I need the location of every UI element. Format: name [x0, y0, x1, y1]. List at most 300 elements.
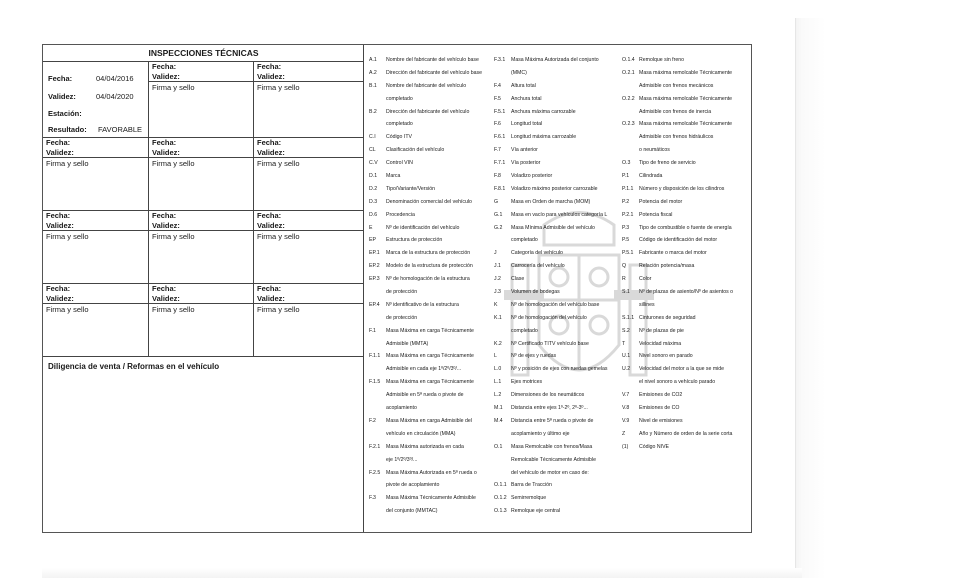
code-key: C.I — [369, 134, 376, 141]
validez-label: Validez: — [152, 147, 180, 157]
code-key: P.1.1 — [622, 185, 634, 192]
code-text: Nº de homologación del vehículo — [511, 314, 587, 321]
code-key: L.1 — [494, 379, 502, 386]
code-key: D.2 — [369, 185, 378, 192]
code-item — [369, 247, 494, 260]
code-item — [369, 273, 494, 286]
code-item — [494, 209, 619, 222]
page-bottom-edge — [42, 568, 802, 578]
code-item — [494, 67, 619, 80]
code-item — [369, 118, 494, 131]
code-item — [622, 234, 749, 247]
code-text: Nº de homologación del vehículo base — [511, 301, 600, 308]
code-key: P.5 — [622, 237, 630, 244]
fecha-label: Fecha: — [152, 284, 177, 293]
code-item — [622, 247, 749, 260]
code-key: O.2.3 — [622, 121, 635, 128]
code-item — [369, 376, 494, 389]
code-text: Nº de plazas de asiento/Nº de asientos o — [639, 289, 734, 296]
inspection-row-2 — [43, 137, 364, 210]
code-item — [369, 80, 494, 93]
code-item — [369, 325, 494, 338]
code-key: A.2 — [369, 69, 377, 76]
code-key: C.V — [369, 160, 378, 167]
validez-label: Validez: — [152, 220, 180, 230]
inspection-row-3 — [43, 210, 364, 283]
code-key — [369, 389, 386, 402]
code-item — [494, 299, 619, 312]
code-key: K.1 — [494, 314, 502, 321]
validez-value: 04/04/2020 — [96, 92, 134, 101]
code-key: A.1 — [369, 57, 377, 63]
codes-column-2 — [494, 54, 619, 518]
code-item — [622, 389, 749, 402]
code-text: Masa en Orden de marcha (MOM) — [511, 198, 591, 205]
code-key — [369, 286, 386, 299]
code-item — [622, 196, 749, 209]
code-text: acoplamiento y último eje — [511, 430, 570, 437]
code-item — [369, 54, 494, 67]
code-text: Semirremolque — [511, 495, 547, 502]
validez-row — [48, 92, 134, 101]
estacion-label: Estación: — [48, 109, 82, 118]
firma-sello: Firma y sello — [152, 83, 195, 92]
code-item — [622, 209, 749, 222]
code-item — [494, 376, 619, 389]
code-text: Masa Mínima Admisible del vehículo — [511, 224, 595, 231]
code-text: Clasificación del vehículo — [386, 147, 445, 154]
code-item — [369, 389, 494, 402]
inspection-slot-3 — [254, 62, 364, 137]
firma-sello: Firma y sello — [46, 232, 89, 241]
code-text: completado — [511, 327, 538, 334]
fecha-label: Fecha: — [46, 211, 71, 220]
code-text: Masa Máxima en carga Técnicamente — [386, 379, 474, 386]
code-key: O.1.4 — [622, 57, 635, 63]
code-item — [494, 467, 619, 480]
code-text: Nombre del fabricante del vehículo — [386, 82, 467, 89]
code-text: del vehículo de motor en caso de: — [511, 469, 589, 476]
code-key: Z — [622, 430, 626, 437]
code-text: Dirección del fabricante del vehículo — [386, 108, 470, 115]
code-text: Potencia del motor — [639, 198, 683, 205]
code-text: Nº de identificación del vehículo — [386, 224, 460, 231]
code-key: F.3 — [369, 495, 376, 502]
code-key — [369, 479, 386, 492]
code-item — [369, 196, 494, 209]
code-item — [494, 80, 619, 93]
firma-sello: Firma y sello — [152, 159, 195, 168]
code-key — [622, 144, 639, 157]
code-item — [622, 80, 749, 93]
code-key — [369, 118, 386, 131]
code-key — [369, 93, 386, 106]
code-item — [369, 441, 494, 454]
code-item — [369, 106, 494, 119]
code-text: Categoría del vehículo — [511, 250, 563, 257]
code-key: EP.2 — [369, 263, 380, 270]
firma-sello: Firma y sello — [257, 159, 300, 168]
code-key: S.2 — [622, 327, 630, 334]
code-text: Velocidad del motor a la que se mide — [639, 366, 725, 373]
code-item — [369, 144, 494, 157]
code-item — [494, 273, 619, 286]
code-text: Tipo de freno de servicio — [639, 160, 696, 167]
code-text: Ejes motrices — [511, 379, 543, 386]
code-text: Procedencia — [386, 211, 415, 218]
inspections-panel — [43, 45, 364, 532]
code-item — [494, 428, 619, 441]
code-item — [369, 67, 494, 80]
code-text: Denominación comercial del vehículo — [386, 198, 472, 205]
code-item — [622, 170, 749, 183]
code-text: (MMC) — [511, 69, 527, 76]
code-text: Masa Remolcable con frenos/Masa — [511, 443, 593, 450]
code-key: K.2 — [494, 340, 502, 347]
code-text: Modelo de la estructura de protección — [386, 263, 473, 270]
code-item — [369, 505, 494, 518]
code-text: completado — [386, 121, 413, 128]
firma-sello: Firma y sello — [152, 305, 195, 314]
code-key: J.3 — [494, 289, 501, 296]
code-key — [494, 67, 511, 80]
current-inspection-info — [43, 62, 149, 137]
code-text: Masa máxima remolcable Técnicamente — [639, 95, 733, 102]
code-text: completado — [511, 237, 538, 244]
validez-label: Validez: — [152, 71, 180, 81]
code-item — [494, 170, 619, 183]
code-text: Voladizo posterior — [511, 173, 553, 180]
code-key: P.5.1 — [622, 250, 634, 257]
code-key: F.1.1 — [369, 353, 381, 360]
diligencia-heading: Diligencia de venta / Reformas en el vehículo — [43, 356, 364, 532]
code-item — [494, 286, 619, 299]
code-key — [494, 428, 511, 441]
code-key: EP.4 — [369, 301, 380, 308]
firma-sello: Firma y sello — [257, 83, 300, 92]
validez-label: Validez: — [46, 147, 74, 157]
code-item — [494, 183, 619, 196]
code-item — [369, 209, 494, 222]
code-item — [622, 350, 749, 363]
fecha-label: Fecha: — [257, 62, 282, 71]
code-item — [494, 222, 619, 235]
code-text: Número y disposición de los cilindros — [639, 185, 725, 192]
code-item — [494, 144, 619, 157]
code-text: Cilindrada — [639, 173, 663, 180]
code-key — [622, 376, 639, 389]
code-text: Carrocería del vehículo — [511, 263, 565, 270]
code-key: E — [369, 224, 373, 231]
code-item — [622, 376, 749, 389]
estacion-row — [48, 109, 82, 118]
code-key: L — [494, 353, 497, 360]
code-text: sillines — [639, 301, 655, 308]
code-item — [369, 299, 494, 312]
firma-sello: Firma y sello — [257, 232, 300, 241]
validez-label: Validez: — [257, 71, 285, 81]
code-text: Código de identificación del motor — [639, 237, 718, 244]
code-text: Volumen de bodegas — [511, 289, 560, 296]
code-key: O.2.1 — [622, 69, 635, 76]
code-item — [494, 118, 619, 131]
code-key — [622, 80, 639, 93]
code-item — [369, 454, 494, 467]
code-key: F.2.5 — [369, 469, 381, 476]
code-key: L.0 — [494, 366, 502, 373]
code-item — [622, 157, 749, 170]
codes-legend-panel — [364, 45, 751, 532]
code-text: Dirección del fabricante del vehículo base — [386, 69, 483, 76]
code-key: V.9 — [622, 417, 630, 424]
code-key: S.1 — [622, 289, 630, 296]
code-text: Remolcable Técnicamente Admisible — [511, 456, 596, 463]
code-key — [369, 338, 386, 351]
code-item — [369, 338, 494, 351]
code-text: Cinturones de seguridad — [639, 314, 696, 321]
code-text: acoplamiento — [386, 405, 417, 412]
code-item — [369, 286, 494, 299]
code-key: P.1 — [622, 173, 630, 180]
code-item — [622, 131, 749, 144]
code-text: Masa Máxima en carga Técnicamente — [386, 353, 474, 360]
code-item — [622, 428, 749, 441]
code-item — [369, 467, 494, 480]
code-item — [494, 260, 619, 273]
code-key: F.1 — [369, 327, 376, 334]
code-item — [622, 312, 749, 325]
code-item — [369, 131, 494, 144]
code-item — [622, 363, 749, 376]
code-item — [494, 492, 619, 505]
code-item — [622, 183, 749, 196]
firma-sello: Firma y sello — [46, 159, 89, 168]
code-text: Potencia fiscal — [639, 211, 673, 218]
code-text: Año y Número de orden de la serie corta — [639, 430, 733, 437]
code-item — [622, 441, 749, 454]
fecha-label: Fecha: — [257, 284, 282, 293]
code-key: O.1.1 — [494, 482, 507, 489]
validez-label: Validez: — [257, 220, 285, 230]
code-key: P.3 — [622, 224, 630, 231]
codes-column-3 — [622, 54, 749, 454]
code-text: Nivel sonoro en parado — [639, 353, 693, 360]
code-text: eje 1º/2º/3º/... — [386, 456, 418, 463]
code-text: Clase — [511, 276, 525, 283]
code-key: U.1 — [622, 353, 631, 360]
code-key: G.2 — [494, 224, 503, 231]
code-key — [622, 131, 639, 144]
code-text: Código NIVE — [639, 443, 669, 450]
code-key: D.6 — [369, 211, 378, 218]
code-text: Velocidad máxima — [639, 340, 682, 347]
code-text: Masa máxima remolcable Técnicamente — [639, 121, 733, 128]
fecha-label: Fecha: — [257, 211, 282, 220]
code-item — [369, 402, 494, 415]
code-item — [494, 402, 619, 415]
code-key: F.5 — [494, 95, 501, 102]
validez-label: Validez: — [257, 147, 285, 157]
code-text: Longitud total — [511, 121, 543, 128]
code-key: (1) — [622, 443, 629, 450]
code-text: Admisible con frenos hidráulicos — [639, 134, 714, 141]
code-item — [494, 389, 619, 402]
code-text: Distancia entre 5ª rueda o pivote de — [511, 417, 594, 424]
code-item — [369, 234, 494, 247]
code-key: F.6 — [494, 121, 501, 128]
code-item — [622, 415, 749, 428]
code-key: K — [494, 301, 498, 308]
code-text: completado — [386, 95, 413, 102]
code-key: F.8 — [494, 173, 501, 180]
code-text: Nº Certificado TITV vehículo base — [511, 340, 589, 347]
code-text: Masa Máxima en carga Técnicamente — [386, 327, 474, 334]
code-key — [369, 505, 386, 518]
code-key: F.7.1 — [494, 160, 506, 167]
code-key: B.2 — [369, 108, 377, 115]
code-item — [494, 247, 619, 260]
inspection-card — [42, 44, 752, 533]
code-key: B.1 — [369, 82, 377, 89]
code-key — [369, 402, 386, 415]
code-item — [622, 54, 749, 67]
code-item — [494, 338, 619, 351]
code-item — [369, 492, 494, 505]
code-key: M.4 — [494, 417, 503, 424]
code-text: Masa Máxima autorizada en cada — [386, 443, 464, 450]
code-key — [369, 454, 386, 467]
code-text: Admisible en cada eje 1º/2º/3º/... — [386, 366, 462, 373]
code-text: Código ITV — [386, 134, 412, 141]
code-key — [494, 454, 511, 467]
code-text: Dimensiones de los neumáticos — [511, 392, 585, 399]
code-key: V.8 — [622, 405, 630, 412]
resultado-value: FAVORABLE — [98, 125, 143, 134]
code-key: CL — [369, 147, 376, 154]
code-key: F.5.1 — [494, 108, 506, 115]
code-key: J.1 — [494, 263, 501, 270]
code-text: de protección — [386, 289, 418, 296]
code-text: Admisible (MMTA) — [386, 340, 429, 347]
code-item — [369, 222, 494, 235]
firma-sello: Firma y sello — [152, 232, 195, 241]
code-key: F.3.1 — [494, 57, 506, 63]
code-text: Remolque sin freno — [639, 57, 684, 63]
code-text: Relación potencia/masa — [639, 263, 695, 270]
code-text: Emisiones de CO — [639, 405, 680, 412]
code-item — [494, 505, 619, 518]
code-key: O.1.2 — [494, 495, 507, 502]
code-key: J — [494, 250, 497, 257]
code-key — [622, 299, 639, 312]
code-text: Altura total — [511, 82, 536, 89]
fecha-row — [48, 74, 134, 83]
validez-label: Validez: — [152, 293, 180, 303]
code-item — [494, 157, 619, 170]
validez-label: Validez: — [46, 220, 74, 230]
code-item — [622, 286, 749, 299]
code-item — [622, 67, 749, 80]
code-item — [369, 312, 494, 325]
code-item — [494, 131, 619, 144]
code-item — [622, 106, 749, 119]
code-key: G.1 — [494, 211, 503, 218]
code-item — [494, 479, 619, 492]
code-text: Vía posterior — [511, 160, 541, 167]
code-key: O.1.3 — [494, 508, 507, 515]
code-text: Masa Máxima Autorizada del conjunto — [511, 57, 599, 63]
firma-sello: Firma y sello — [257, 305, 300, 314]
code-text: Vía anterior — [511, 147, 538, 154]
code-text: de protección — [386, 314, 418, 321]
code-text: Marca de la estructura de protección — [386, 250, 471, 257]
code-text: Emisiones de CO2 — [639, 392, 683, 399]
code-text: Masa máxima remolcable Técnicamente — [639, 69, 733, 76]
code-text: Nombre del fabricante del vehículo base — [386, 57, 479, 63]
code-text: Longitud máxima carrozable — [511, 134, 577, 141]
code-text: Control VIN — [386, 160, 413, 167]
code-text: Tipo/Variante/Versión — [386, 185, 436, 192]
code-key: R — [622, 276, 626, 283]
code-text: Marca — [386, 173, 401, 180]
code-text: Masa Máxima Técnicamente Admisible — [386, 495, 476, 502]
code-key: V.7 — [622, 392, 630, 399]
code-item — [369, 428, 494, 441]
code-text: Admisible en 5ª rueda o pivote de — [386, 392, 464, 399]
resultado-label: Resultado: — [48, 125, 87, 134]
code-text: Voladizo máximo posterior carrozable — [511, 185, 598, 192]
code-key: O.2.2 — [622, 95, 635, 102]
code-item — [494, 441, 619, 454]
code-item — [622, 325, 749, 338]
code-key: F.2.1 — [369, 443, 381, 450]
validez-label: Validez: — [257, 293, 285, 303]
code-key: F.2 — [369, 417, 376, 424]
code-text: pivote de acoplamiento — [386, 482, 440, 489]
code-key: D.3 — [369, 198, 378, 205]
code-text: Barra de Tracción — [511, 482, 552, 489]
inspection-slot-2 — [149, 62, 254, 137]
fecha-label: Fecha: — [152, 138, 177, 147]
code-item — [494, 54, 619, 67]
validez-label: Validez: — [46, 293, 74, 303]
code-text: Distancia entre ejes 1º-2º, 2º-3º... — [511, 405, 588, 412]
code-key — [494, 325, 511, 338]
code-text: Masa Máxima en carga Admisible del — [386, 417, 472, 424]
code-text: Tipo de combustible o fuente de energía — [639, 224, 732, 231]
inspection-row-4 — [43, 283, 364, 356]
code-text: Color — [639, 276, 652, 283]
code-key — [494, 467, 511, 480]
fecha-label: Fecha: — [46, 138, 71, 147]
firma-sello: Firma y sello — [46, 305, 89, 314]
code-key: EP.1 — [369, 250, 380, 257]
code-item — [494, 106, 619, 119]
code-item — [494, 415, 619, 428]
code-text: Remolque eje central — [511, 508, 561, 515]
fecha-value: 04/04/2016 — [96, 74, 134, 83]
code-text: Nº de homologación de la estructura — [386, 276, 470, 283]
code-item — [494, 196, 619, 209]
code-key — [494, 234, 511, 247]
code-item — [369, 93, 494, 106]
code-text: del conjunto (MMTAC) — [386, 508, 438, 515]
codes-column-1 — [369, 54, 494, 518]
code-key: F.1.5 — [369, 379, 381, 386]
code-text: Nº de ejes y ruedas — [511, 353, 557, 360]
code-key: G — [494, 198, 499, 205]
code-key: O.1 — [494, 443, 503, 450]
